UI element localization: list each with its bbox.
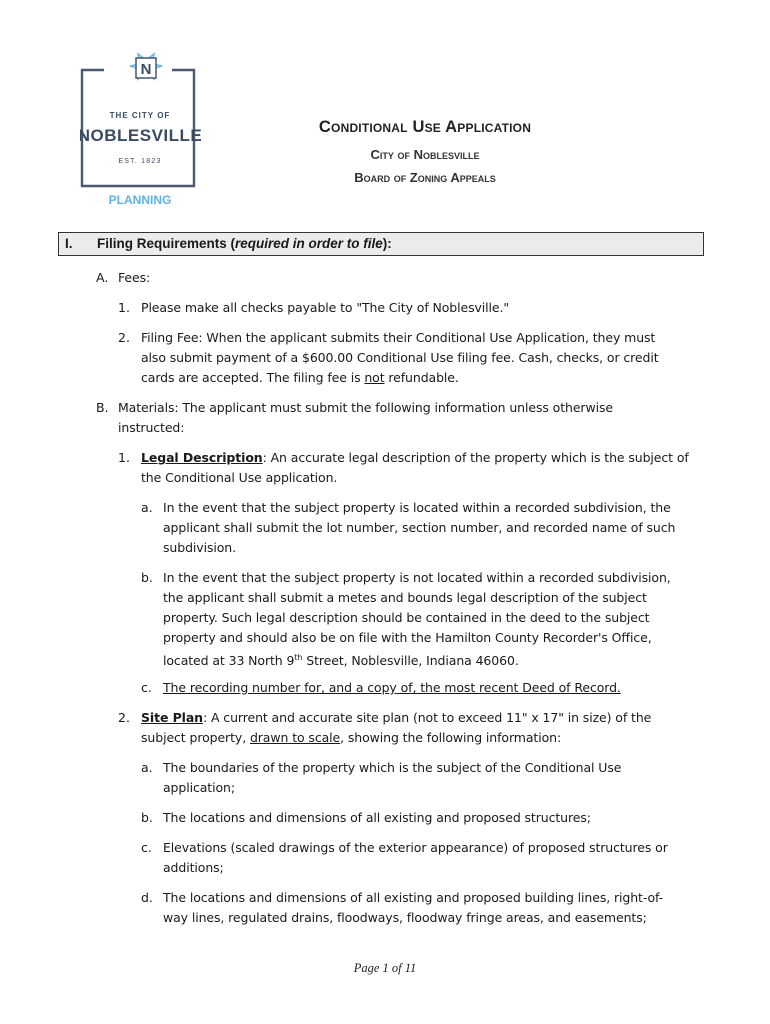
document-subtitle-city: City of Noblesville [370, 147, 480, 162]
material-1-text: : An accurate legal description of the property which is the subject of [262, 450, 689, 465]
material-1a-line-1: In the event that the subject property is located within a recorded subdivision, the [163, 500, 671, 515]
material-2b-letter: b. [141, 810, 153, 825]
address-text-end: Street, Noblesville, Indiana 46060. [302, 653, 519, 669]
fees-label: A. [96, 270, 109, 285]
section-title-text: Filing Requirements ( [97, 236, 236, 251]
material-1b-line-1: In the event that the subject property is not located within a recorded subdivision, [163, 570, 671, 585]
document-title: Conditional Use Application [318, 118, 532, 136]
svg-text:NOBLESVILLE: NOBLESVILLE [80, 126, 203, 145]
material-1a-line-3: subdivision. [163, 540, 236, 555]
material-2d-letter: d. [141, 890, 153, 905]
section-title [97, 236, 392, 251]
svg-text:PLANNING: PLANNING [108, 193, 172, 207]
material-1a-line-2: applicant shall submit the lot number, section number, and recorded name of such [163, 520, 676, 535]
material-2a-line-1: The boundaries of the property which is the subject of the Conditional Use [163, 760, 622, 775]
document-header [200, 118, 650, 185]
material-1a-letter: a. [141, 500, 153, 515]
fee-item-2-line-1: Filing Fee: When the applicant submits their Conditional Use Application, they must [141, 330, 656, 345]
fee-item-2-underlined: not [364, 370, 385, 385]
material-2-text-2-end: , showing the following information: [340, 730, 562, 745]
material-1b-line-4: property and should also be on file with the Hamilton County Recorder's Office, [163, 630, 652, 645]
document-subtitle-board: Board of Zoning Appeals [354, 170, 496, 185]
svg-text:EST. 1823: EST. 1823 [118, 158, 162, 165]
address-text: located at 33 North 9 [163, 653, 295, 669]
fee-item-2-line-2: also submit payment of a $600.00 Conditional Use filing fee. Cash, checks, or credit [141, 350, 659, 365]
material-2-line-2 [141, 728, 561, 748]
svg-text:N: N [140, 61, 152, 78]
fee-item-2-number: 2. [118, 330, 130, 345]
material-2a-letter: a. [141, 760, 153, 775]
fee-item-2-line-3 [141, 368, 459, 388]
material-1b-line-2: the applicant shall submit a metes and bounds legal description of the subject [163, 590, 647, 605]
material-2d-line-2: way lines, regulated drains, floodways, floodway fringe areas, and easements; [163, 910, 647, 925]
material-2-number: 2. [118, 710, 130, 725]
city-logo-icon [80, 52, 204, 212]
city-logo [80, 52, 204, 212]
material-1-line-1 [141, 448, 689, 468]
legal-description-heading: Legal Description [141, 450, 263, 465]
material-2a-line-2: application; [163, 780, 235, 795]
material-2-text: : A current and accurate site plan (not to exceed 11" x 17" in size) of the [202, 710, 652, 725]
material-1-number: 1. [118, 450, 130, 465]
material-1b-line-5 [163, 648, 519, 671]
fee-item-1-number: 1. [118, 300, 130, 315]
fee-item-2-text: cards are accepted. The filing fee is [141, 370, 365, 385]
material-1c-text: The recording number for, and a copy of, the most recent Deed of Record. [163, 680, 621, 695]
section-number: I. [65, 236, 73, 251]
materials-line-2: instructed: [118, 420, 185, 435]
section-title-end: ): [382, 236, 392, 251]
material-2-line-1 [141, 708, 651, 728]
material-1-line-2: the Conditional Use application. [141, 470, 338, 485]
material-1b-line-3: property. Such legal description should be contained in the deed to the subject [163, 610, 650, 625]
section-title-italic: required in order to file [235, 236, 383, 251]
material-1c-letter: c. [141, 680, 152, 695]
site-plan-heading: Site Plan [141, 710, 203, 725]
page-number: Page 1 of 11 [353, 961, 417, 975]
fees-heading: Fees: [118, 270, 151, 285]
material-2c-line-1: Elevations (scaled drawings of the exterior appearance) of proposed structures or [163, 840, 668, 855]
material-2c-letter: c. [141, 840, 152, 855]
drawn-to-scale-underlined: drawn to scale [249, 730, 341, 745]
material-2-text-2: subject property, [141, 730, 250, 745]
material-2b-text: The locations and dimensions of all existing and proposed structures; [163, 810, 591, 825]
material-1b-letter: b. [141, 570, 153, 585]
material-2d-line-1: The locations and dimensions of all existing and proposed building lines, right-of- [163, 890, 664, 905]
material-2c-line-2: additions; [163, 860, 224, 875]
fee-item-2-text-end: refundable. [384, 370, 459, 385]
address-superscript: th [294, 653, 303, 662]
materials-label: B. [96, 400, 109, 415]
materials-line-1: Materials: The applicant must submit the following information unless otherwise [118, 400, 613, 415]
fee-item-1: Please make all checks payable to "The City of Noblesville." [141, 300, 510, 315]
svg-text:THE CITY OF: THE CITY OF [109, 111, 171, 120]
section-heading-bar [58, 232, 704, 256]
